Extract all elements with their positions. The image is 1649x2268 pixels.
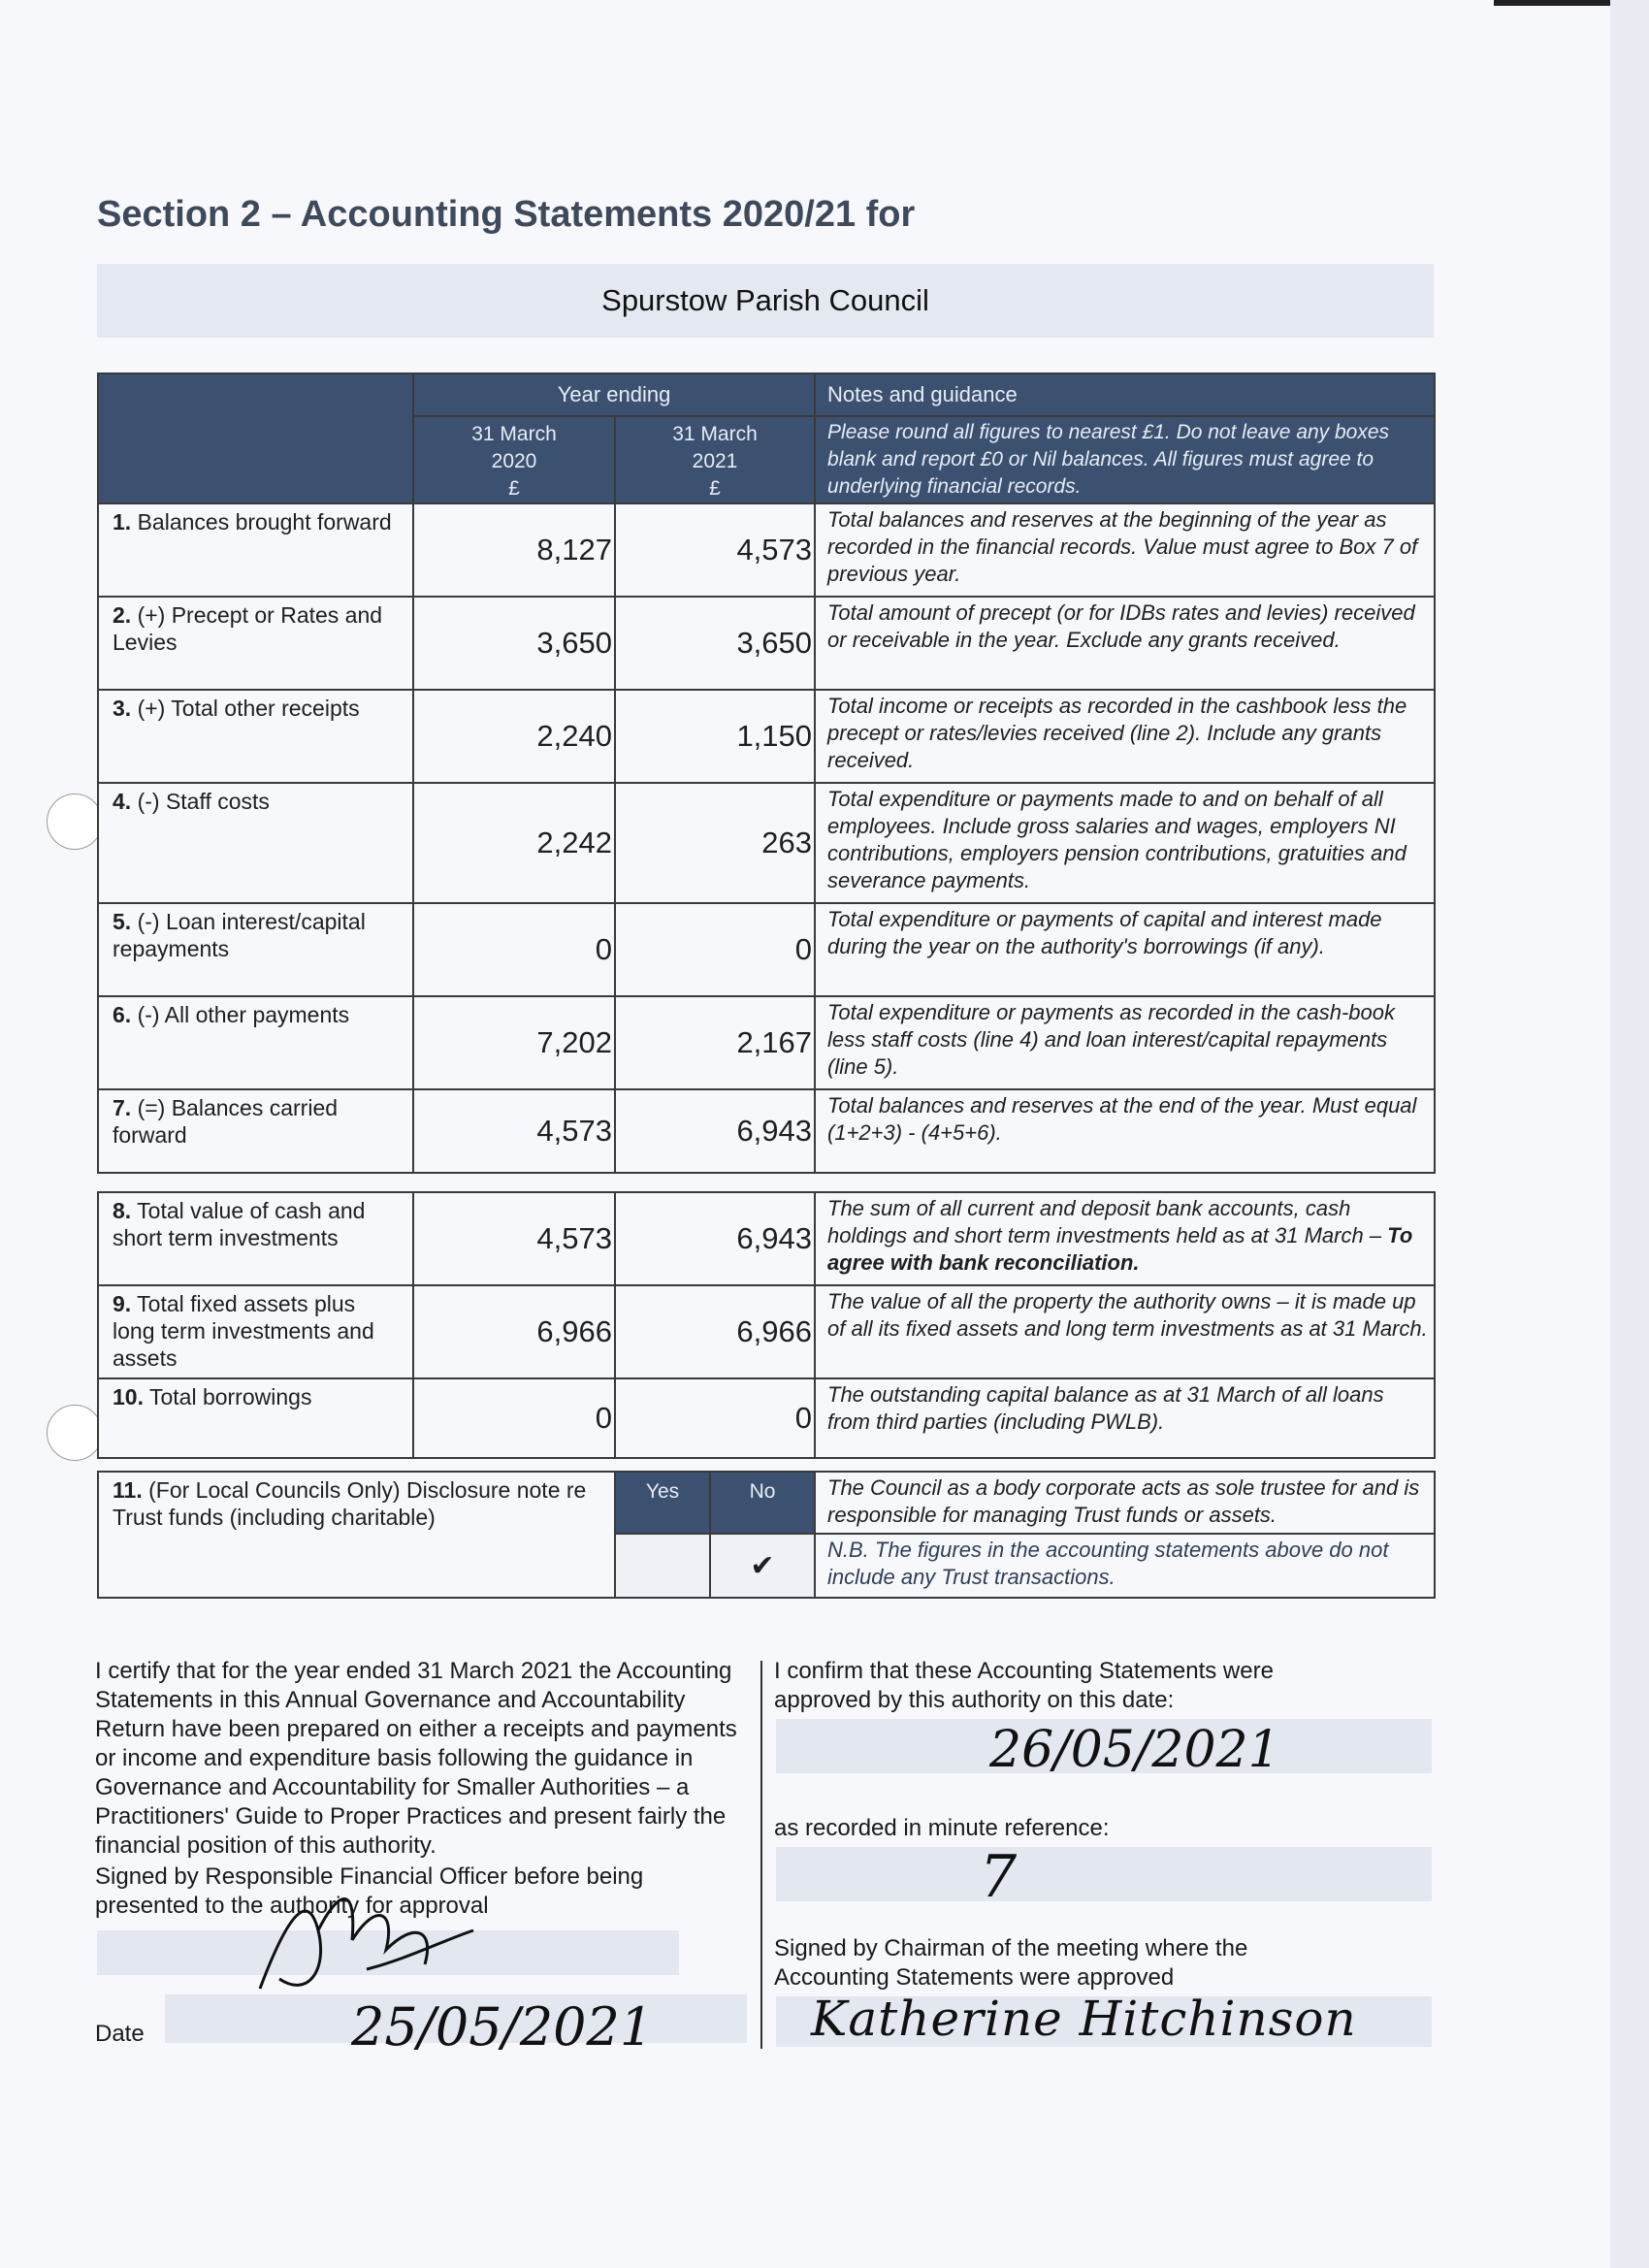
minute-reference: 7 xyxy=(980,1843,1018,1911)
table-row xyxy=(98,996,1435,1089)
rfo-date: 25/05/2021 xyxy=(351,1996,654,2057)
col-2020-header: 31 March 2020 £ xyxy=(413,416,615,503)
minute-label: as recorded in minute reference: xyxy=(774,1815,1110,1841)
value-2021: 3,650 xyxy=(615,597,815,690)
yes-header: Yes xyxy=(615,1472,710,1534)
cash-assets-table xyxy=(97,1191,1436,1459)
row-note: The sum of all current and deposit bank accounts, cash holdings and short term investments held as at 31 March – To agree with bank reconciliation. xyxy=(815,1192,1435,1285)
rfo-certification-text: I certify that for the year ended 31 March 2021 the Accounting Statements in this Annual Governance and Accountability Return have been prepared on either a receipts and payments or income and expenditure basis following the guidance in Governance and Accountability for Smaller Authorities – a Practitioners' Guide to Proper Practices and present fairly the financial position of this authority. xyxy=(95,1658,737,1859)
accounting-statements-table xyxy=(97,373,1436,1174)
approval-text: I confirm that these Accounting Statements were approved by this authority on this date: xyxy=(774,1658,1274,1713)
row-label: 8. Total value of cash and short term investments xyxy=(98,1192,413,1285)
value-2020: 2,240 xyxy=(413,690,615,783)
row-label: 6. (-) All other payments xyxy=(98,996,413,1089)
table-row xyxy=(98,903,1435,996)
chairman-signature: Katherine Hitchinson xyxy=(811,1991,1357,2047)
table-row xyxy=(98,503,1435,597)
approval-date: 26/05/2021 xyxy=(989,1721,1280,1779)
value-2021: 6,943 xyxy=(615,1089,815,1173)
value-2021: 0 xyxy=(615,1378,815,1458)
trust-note: The Council as a body corporate acts as sole trustee for and is responsible for managing Trust funds or assets. xyxy=(815,1472,1435,1534)
row-label: 5. (-) Loan interest/capital repayments xyxy=(98,903,413,996)
rfo-signature xyxy=(250,1872,483,2008)
no-checkbox xyxy=(710,1534,815,1598)
table-row xyxy=(98,690,1435,783)
trust-label: 11. (For Local Councils Only) Disclosure note re Trust funds (including charitable) xyxy=(98,1472,615,1598)
row-label: 1. Balances brought forward xyxy=(98,503,413,597)
row-label: 7. (=) Balances carried forward xyxy=(98,1089,413,1173)
row-note: The outstanding capital balance as at 31 March of all loans from third parties (including PWLB). xyxy=(815,1378,1435,1458)
row-note: Total expenditure or payments of capital and interest made during the year on the authority's borrowings (if any). xyxy=(815,903,1435,996)
value-2020: 7,202 xyxy=(413,996,615,1089)
council-name: Spurstow Parish Council xyxy=(601,283,929,317)
year-ending-header: Year ending xyxy=(413,373,815,416)
value-2020: 8,127 xyxy=(413,503,615,597)
table-row xyxy=(98,1378,1435,1458)
value-2021: 263 xyxy=(615,783,815,903)
table-row xyxy=(98,1089,1435,1173)
guidance-text: Please round all figures to nearest £1. Do not leave any boxes blank and report £0 or Nil balances. All figures must agree to underlying financial records. xyxy=(815,416,1435,503)
value-2021: 2,167 xyxy=(615,996,815,1089)
value-2021: 6,966 xyxy=(615,1285,815,1378)
minute-reference-field xyxy=(776,1847,1432,1901)
punch-hole xyxy=(47,794,103,850)
table-row xyxy=(98,1285,1435,1378)
trust-funds-table xyxy=(97,1471,1436,1599)
row-note: Total balances and reserves at the end of the year. Must equal (1+2+3) - (4+5+6). xyxy=(815,1089,1435,1173)
row-label: 10. Total borrowings xyxy=(98,1378,413,1458)
table-row xyxy=(98,597,1435,690)
no-header: No xyxy=(710,1472,815,1534)
value-2021: 4,573 xyxy=(615,503,815,597)
table-row xyxy=(98,1192,1435,1285)
section-title: Section 2 – Accounting Statements 2020/21 for xyxy=(97,194,916,235)
notes-header: Notes and guidance xyxy=(815,373,1435,416)
punch-hole xyxy=(47,1405,103,1461)
row-label: 3. (+) Total other receipts xyxy=(98,690,413,783)
row-note: Total expenditure or payments made to and on behalf of all employees. Include gross salaries and wages, employers NI contributions, employers pension contributions, gratuities and severance payments. xyxy=(815,783,1435,903)
value-2020: 0 xyxy=(413,1378,615,1458)
value-2020: 3,650 xyxy=(413,597,615,690)
row-note: Total expenditure or payments as recorded in the cash-book less staff costs (line 4) and loan interest/capital repayments (line 5). xyxy=(815,996,1435,1089)
row-label: 2. (+) Precept or Rates and Levies xyxy=(98,597,413,690)
checkmark-icon: ✔ xyxy=(750,1549,775,1582)
scan-edge xyxy=(1494,0,1610,6)
council-name-field xyxy=(97,264,1434,338)
value-2020: 6,966 xyxy=(413,1285,615,1378)
row-label: 4. (-) Staff costs xyxy=(98,783,413,903)
value-2020: 2,242 xyxy=(413,783,615,903)
chairman-signed-text: Signed by Chairman of the meeting where the Accounting Statements were approved xyxy=(774,1935,1248,1991)
row-note: Total amount of precept (or for IDBs rates and levies) received or receivable in the year. Exclude any grants received. xyxy=(815,597,1435,690)
value-2021: 6,943 xyxy=(615,1192,815,1285)
note-emphasis: To agree with bank reconciliation. xyxy=(827,1223,1413,1275)
rfo-signed-text: Signed by Responsible Financial Officer before being presented to the authority for approval xyxy=(95,1863,644,1919)
table-row xyxy=(98,783,1435,903)
row-label: 9. Total fixed assets plus long term investments and assets xyxy=(98,1285,413,1378)
col-2021-header: 31 March 2021 £ xyxy=(615,416,815,503)
header-blank xyxy=(98,373,413,503)
value-2021: 1,150 xyxy=(615,690,815,783)
value-2021: 0 xyxy=(615,903,815,996)
trust-nb-note: N.B. The figures in the accounting statements above do not include any Trust transactions. xyxy=(815,1534,1435,1598)
row-note: Total balances and reserves at the beginning of the year as recorded in the financial records. Value must agree to Box 7 of previous year. xyxy=(815,503,1435,597)
row-note: Total income or receipts as recorded in the cashbook less the precept or rates/levies received (line 2). Include any grants received. xyxy=(815,690,1435,783)
yes-checkbox xyxy=(615,1534,710,1598)
row-note: The value of all the property the authority owns – it is made up of all its fixed assets and long term investments as at 31 March. xyxy=(815,1285,1435,1378)
value-2020: 0 xyxy=(413,903,615,996)
date-label: Date xyxy=(95,2021,145,2047)
value-2020: 4,573 xyxy=(413,1089,615,1173)
value-2020: 4,573 xyxy=(413,1192,615,1285)
divider-line xyxy=(760,1661,762,2049)
